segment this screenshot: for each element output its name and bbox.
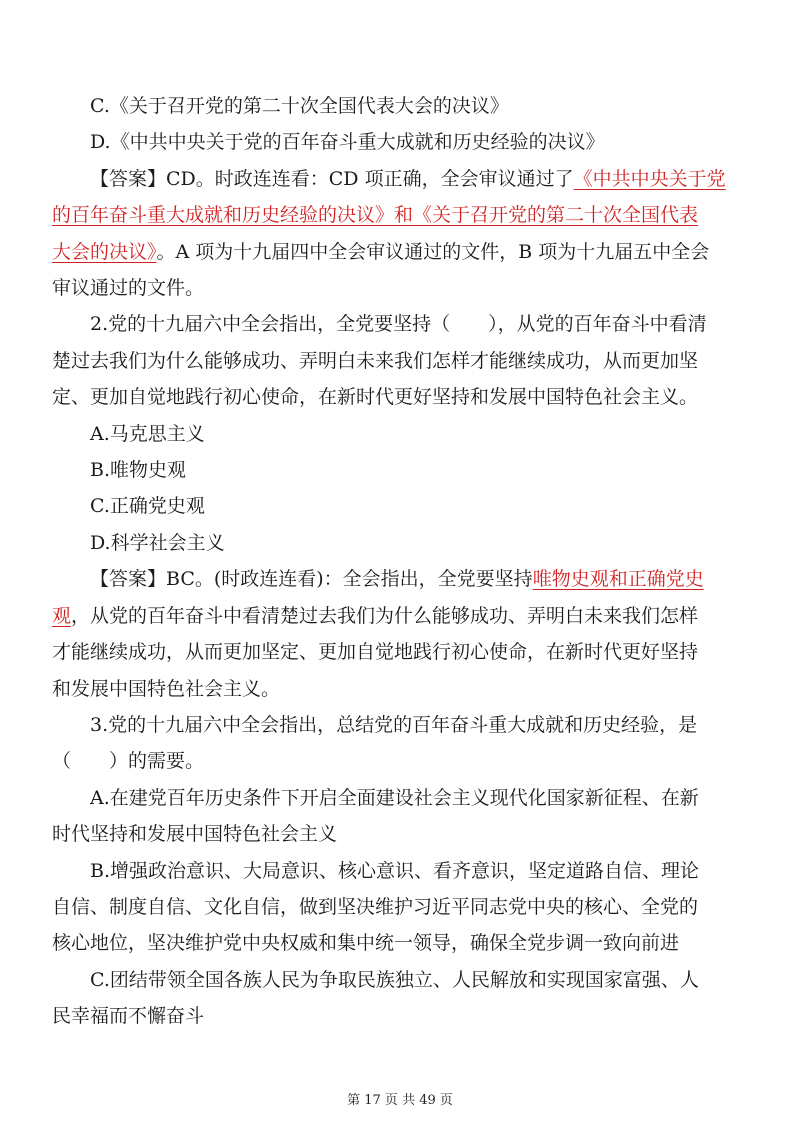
text-span: 2.党的十九届六中全会指出，全党要坚持（ ），从党的百年奋斗中看清 [90, 313, 707, 336]
text-span: A.马克思主义 [90, 422, 205, 445]
text-span: C.《关于召开党的第二十次全国代表大会的决议》 [90, 95, 509, 117]
document-body [52, 88, 742, 1035]
text-line [52, 634, 742, 670]
text-line [52, 488, 742, 524]
text-span: ，从党的百年奋斗中看清楚过去我们为什么能够成功、弄明白未来我们怎样 [71, 604, 699, 627]
text-span: （ ）的需要。 [52, 750, 205, 773]
text-span: 和发展中国特色社会主义。 [52, 677, 281, 700]
text-line [52, 525, 742, 561]
text-span: C.团结带领全国各族人民为争取民族独立、人民解放和实现国家富强、人 [90, 968, 699, 991]
text-line [52, 306, 742, 342]
text-span: 【答案】CD。时政连连看：CD 项正确，全会审议通过了 [90, 167, 574, 190]
text-line [52, 270, 742, 306]
text-span: 【答案】BC。(时政连连看)：全会指出，全党要坚持 [90, 568, 533, 591]
text-line [52, 816, 742, 852]
text-line [52, 561, 742, 597]
text-span: B.增强政治意识、大局意识、核心意识、看齐意识，坚定道路自信、理论 [90, 859, 700, 882]
text-line [52, 780, 742, 816]
highlighted-text: 观 [52, 604, 72, 627]
text-line [52, 197, 742, 233]
text-span: 楚过去我们为什么能够成功、弄明白未来我们怎样才能继续成功，从而更加坚 [52, 349, 699, 372]
text-line [52, 379, 742, 415]
text-span: 民幸福而不懈奋斗 [52, 1005, 205, 1028]
text-line [52, 598, 742, 634]
text-line [52, 452, 742, 488]
text-span: D.《中共中央关于党的百年奋斗重大成就和历史经验的决议》 [90, 131, 605, 154]
text-span: 。A 项为十九届四中全会审议通过的文件，B 项为十九届五中全会 [156, 240, 710, 263]
highlighted-text: 的百年奋斗重大成就和历史经验的决议》和《关于召开党的第二十次全国代表 [52, 204, 699, 227]
text-line [52, 925, 742, 961]
text-span: 3.党的十九届六中全会指出，总结党的百年奋斗重大成就和历史经验，是 [90, 713, 698, 736]
text-line [52, 743, 742, 779]
text-line [52, 343, 742, 379]
page-footer: 第 17 页 共 49 页 [347, 1093, 453, 1108]
text-span: B.唯物史观 [90, 459, 187, 482]
text-span: 时代坚持和发展中国特色社会主义 [52, 823, 338, 846]
text-span: 审议通过的文件。 [52, 277, 205, 300]
text-line [52, 889, 742, 925]
text-line [52, 707, 742, 743]
text-span: 才能继续成功，从而更加坚定、更加自觉地践行初心使命，在新时代更好坚持 [52, 641, 699, 664]
text-line [52, 853, 742, 889]
text-span: A.在建党百年历史条件下开启全面建设社会主义现代化国家新征程、在新 [90, 786, 699, 809]
text-span: 核心地位，坚决维护党中央权威和集中统一领导，确保全党步调一致向前进 [52, 932, 680, 955]
text-span: D.科学社会主义 [90, 531, 225, 554]
text-span: 定、更加自觉地践行初心使命，在新时代更好坚持和发展中国特色社会主义。 [52, 386, 699, 409]
text-line [52, 416, 742, 452]
text-span: C.正确党史观 [90, 495, 205, 518]
text-line [52, 234, 742, 270]
highlighted-text: 大会的决议》 [52, 240, 157, 263]
text-line [52, 962, 742, 998]
text-line [52, 671, 742, 707]
text-line [52, 88, 742, 124]
text-span: 自信、制度自信、文化自信，做到坚决维护习近平同志党中央的核心、全党的 [52, 895, 699, 918]
text-line [52, 161, 742, 197]
text-line [52, 998, 742, 1034]
highlighted-text: 唯物史观和正确党史 [532, 568, 704, 591]
text-line [52, 124, 742, 160]
highlighted-text: 《中共中央关于党 [573, 167, 726, 190]
